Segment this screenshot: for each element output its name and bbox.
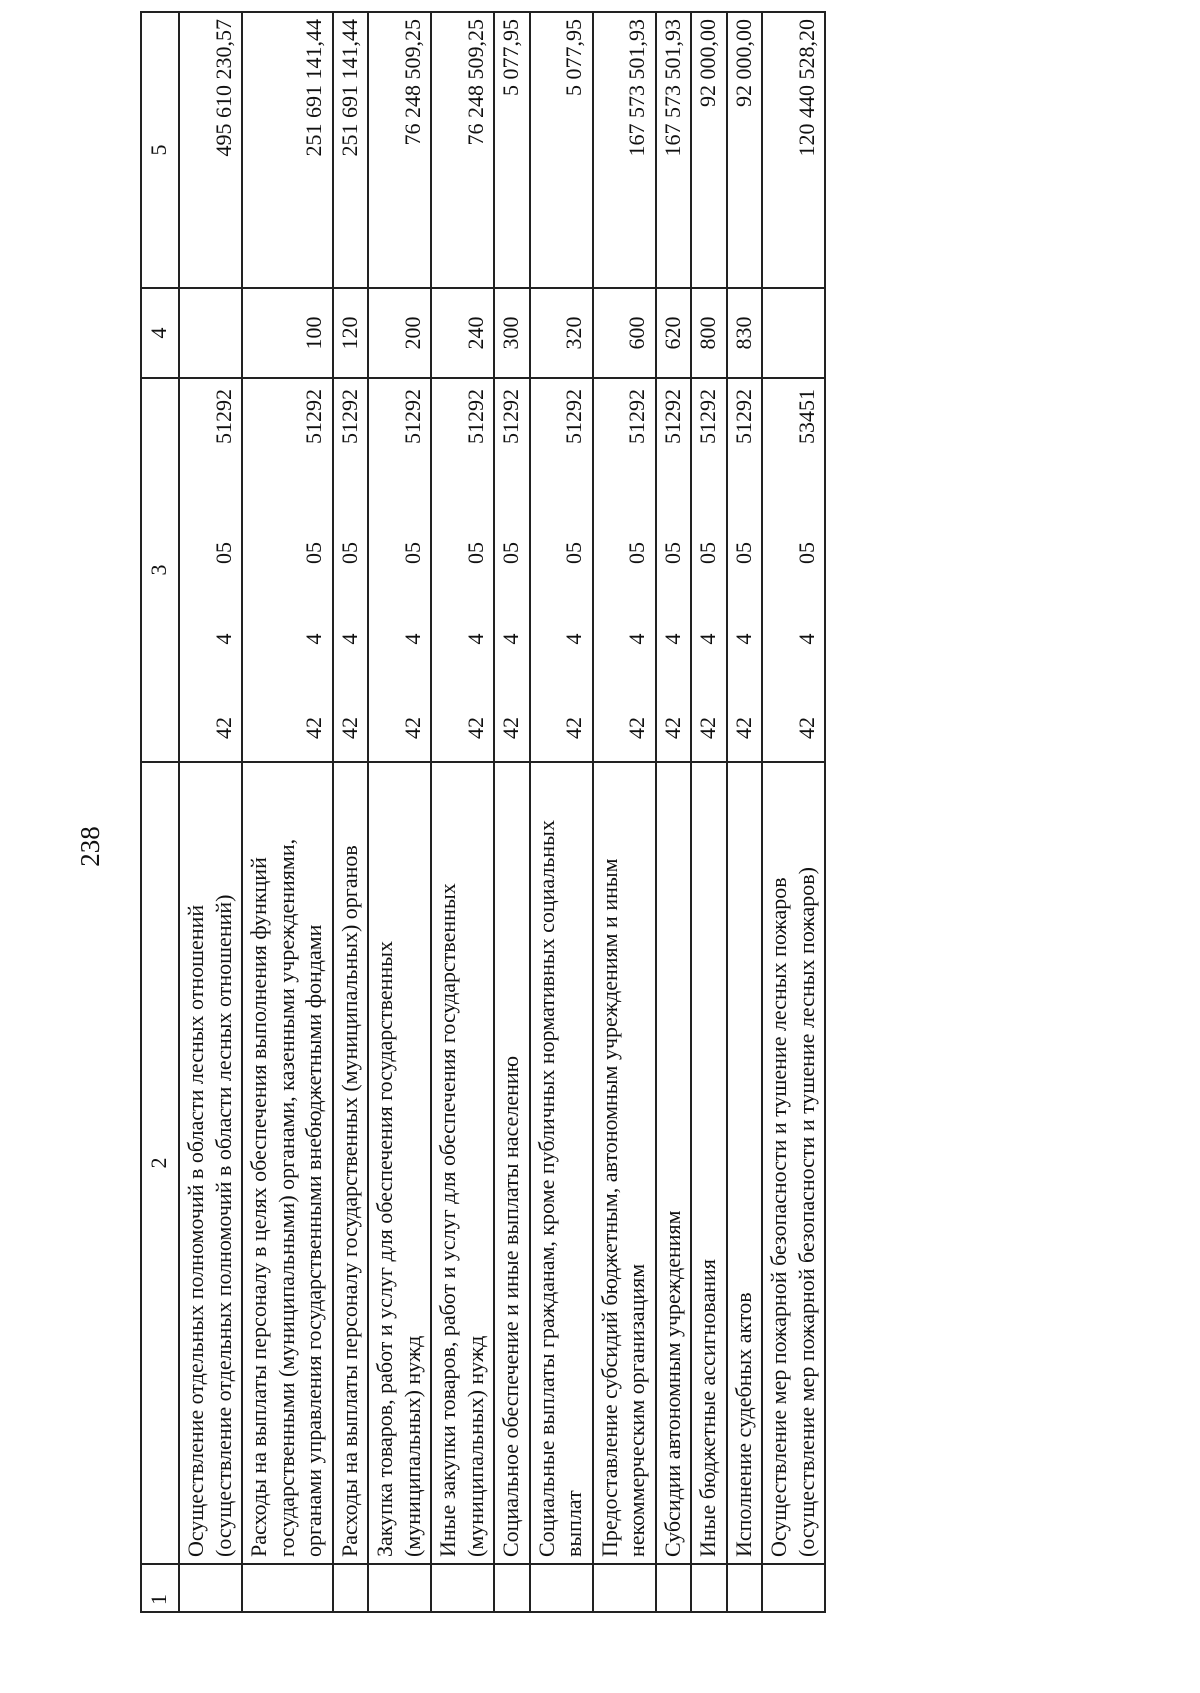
code-part: 42 [793,717,819,739]
code-cell [691,378,727,762]
row-number-cell [530,1564,593,1612]
code-part: 4 [561,633,586,645]
budget-code [793,385,821,755]
row-description: Социальное обеспечение и иные выплаты населению [498,1055,523,1557]
budget-code [730,385,758,755]
code-part: 4 [695,633,720,645]
code-cell [727,378,763,762]
row-description: Закупка товаров, работ и услуг для обеспечения государственных (муниципальных) нужд [372,940,425,1557]
row-number-cell [242,1564,333,1612]
budget-code [336,385,364,755]
code-part: 51292 [624,389,649,444]
row-number-cell [494,1564,530,1612]
row-description: Иные закупки товаров, работ и услуг для обеспечения государственных (муниципальных) нужд [435,883,488,1557]
code-part: 51292 [210,389,236,444]
code-part: 51292 [659,389,685,444]
code-part: 42 [561,717,586,739]
code-part: 4 [659,633,685,645]
code-cell [593,378,656,762]
table-row [494,12,530,1612]
header-col-2: 2 [141,762,179,1564]
description-cell [494,762,530,1564]
code-cell [431,378,494,762]
row-description: Исполнение судебных актов [730,1292,756,1557]
description-cell [179,762,242,1564]
row-number-cell [727,1564,763,1612]
code-cell [762,378,825,762]
expense-kind-cell: 830 [727,288,763,378]
code-part: 42 [498,717,523,739]
code-part: 05 [793,542,819,564]
code-part: 05 [399,542,425,564]
code-cell [242,378,333,762]
amount-cell: 92 000,00 [727,12,763,288]
description-cell [368,762,431,1564]
header-col-4: 4 [141,288,179,378]
expense-kind-cell: 620 [656,288,692,378]
expense-kind-cell: 300 [494,288,530,378]
code-part: 05 [498,542,523,564]
table-header-row [141,12,179,1612]
code-part: 51292 [561,389,586,444]
code-part: 05 [210,542,236,564]
amount-cell: 167 573 501,93 [593,12,656,288]
code-part: 42 [659,717,685,739]
code-cell [530,378,593,762]
row-description: Осуществление отдельных полномочий в области лесных отношений (осуществление отдельных полномочий в области лесных отношений) [183,894,236,1557]
row-number-cell [691,1564,727,1612]
budget-code [623,385,651,755]
code-part: 4 [793,633,819,645]
budget-code [694,385,722,755]
row-number-cell [762,1564,825,1612]
code-part: 05 [695,542,720,564]
code-part: 42 [301,717,326,739]
code-part: 53451 [793,389,819,444]
code-part: 51292 [301,389,326,444]
row-description: Расходы на выплаты персоналу в целях обеспечения выполнения функций государственными (муниципальными) органами, казенными учреждениями, органами управления государственными внебюджетными фондами [246,838,326,1557]
code-part: 4 [210,633,236,645]
code-part: 51292 [462,389,488,444]
amount-cell: 251 691 141,44 [333,12,369,288]
table-row [431,12,494,1612]
expense-kind-cell [762,288,825,378]
description-cell [762,762,825,1564]
table-row [333,12,369,1612]
description-cell [727,762,763,1564]
code-part: 05 [301,542,326,564]
code-part: 05 [730,542,756,564]
expense-kind-cell: 120 [333,288,369,378]
header-col-3: 3 [141,378,179,762]
row-number-cell [179,1564,242,1612]
amount-cell: 92 000,00 [691,12,727,288]
table-row [727,12,763,1612]
row-number-cell [593,1564,656,1612]
row-description: Осуществление мер пожарной безопасности и тушение лесных пожаров (осуществление мер пожарной безопасности и тушение лесных пожаров) [766,867,819,1557]
code-part: 42 [210,717,236,739]
amount-cell: 495 610 230,57 [179,12,242,288]
code-part: 4 [730,633,756,645]
code-cell [656,378,692,762]
expense-kind-cell: 600 [593,288,656,378]
budget-code [560,385,588,755]
row-number-cell [333,1564,369,1612]
code-part: 51292 [336,389,362,444]
description-cell [431,762,494,1564]
amount-cell: 76 248 509,25 [431,12,494,288]
budget-code [300,385,328,755]
code-part: 4 [498,633,523,645]
code-part: 42 [336,717,362,739]
table-row [242,12,333,1612]
budget-code [497,385,525,755]
amount-cell: 167 573 501,93 [656,12,692,288]
code-part: 4 [399,633,425,645]
code-part: 4 [301,633,326,645]
row-description: Социальные выплаты гражданам, кроме публичных нормативных социальных выплат [533,820,586,1557]
table-row [691,12,727,1612]
code-part: 51292 [399,389,425,444]
code-cell [333,378,369,762]
description-cell [530,762,593,1564]
budget-table [140,11,826,1613]
table-row [762,12,825,1612]
code-cell [179,378,242,762]
code-part: 42 [730,717,756,739]
table-row [368,12,431,1612]
expense-kind-cell: 240 [431,288,494,378]
header-col-1: 1 [141,1564,179,1612]
code-cell [494,378,530,762]
budget-code [399,385,427,755]
expense-kind-cell: 320 [530,288,593,378]
expense-kind-cell: 100 [242,288,333,378]
row-description: Предоставление субсидий бюджетным, автономным учреждениям и иным некоммерческим организациям [596,858,649,1557]
description-cell [656,762,692,1564]
amount-cell: 76 248 509,25 [368,12,431,288]
table-row [593,12,656,1612]
table-row [179,12,242,1612]
code-part: 42 [695,717,720,739]
expense-kind-cell [179,288,242,378]
row-description: Расходы на выплаты персоналу государственных (муниципальных) органов [336,845,362,1557]
code-part: 05 [659,542,685,564]
code-cell [368,378,431,762]
code-part: 4 [624,633,649,645]
row-number-cell [431,1564,494,1612]
code-part: 42 [399,717,425,739]
amount-cell: 251 691 141,44 [242,12,333,288]
amount-cell: 120 440 528,20 [762,12,825,288]
header-col-5: 5 [141,12,179,288]
expense-kind-cell: 800 [691,288,727,378]
code-part: 4 [336,633,362,645]
description-cell [593,762,656,1564]
description-cell [242,762,333,1564]
amount-cell: 5 077,95 [494,12,530,288]
code-part: 4 [462,633,488,645]
table-row [656,12,692,1612]
row-description: Иные бюджетные ассигнования [695,1259,720,1557]
code-part: 42 [462,717,488,739]
budget-code [659,385,687,755]
description-cell [333,762,369,1564]
code-part: 05 [336,542,362,564]
row-number-cell [368,1564,431,1612]
budget-code [210,385,238,755]
code-part: 05 [561,542,586,564]
description-cell [691,762,727,1564]
row-description: Субсидии автономным учреждениям [659,1210,685,1557]
code-part: 51292 [695,389,720,444]
page-number: 238 [75,826,105,867]
code-part: 51292 [498,389,523,444]
amount-cell: 5 077,95 [530,12,593,288]
code-part: 42 [624,717,649,739]
expense-kind-cell: 200 [368,288,431,378]
code-part: 05 [624,542,649,564]
budget-code [462,385,490,755]
code-part: 51292 [730,389,756,444]
table-row [530,12,593,1612]
row-number-cell [656,1564,692,1612]
code-part: 05 [462,542,488,564]
